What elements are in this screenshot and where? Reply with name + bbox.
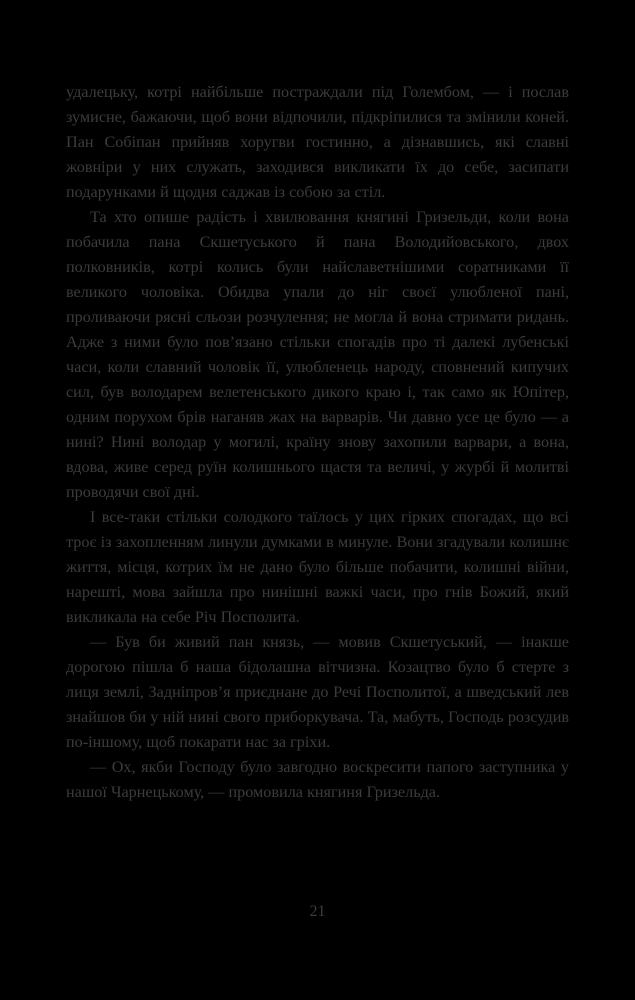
paragraph-5: — Ох, якби Господу було завгодно воскресити папого заступника у нашої Чарнецькому, — промовила княгиня Гризельда. (66, 758, 569, 801)
paragraph-3: І все-таки стільки солодкого таїлось у цих гірких спогадах, що всі троє із захопленням линули думками в минуле. Вони згадували колишнє життя, місця, котрих їм не дано було більше побачити, колишні війни, нарешті, мова зайшла про нинішні важкі часи, про гнів Божий, який викликала на себе Річ Посполита. (66, 508, 569, 626)
page-number: 21 (309, 903, 326, 920)
paragraph-4: — Був би живий пан князь, — мовив Скшетуський, — інакше дорогою пішла б наша бідолашна вітчизна. Козацтво було б стерте з лиця землі, Задніпров’я приєднане до Речі Посполитої, а шведський лев знайшов би у ній нині свого приборкувача. Та, мабуть, Господь розсудив по-іншому, щоб покарати нас за гріхи. (66, 633, 569, 751)
page-body (66, 80, 569, 805)
paragraph-1: удалецьку, котрі найбільше постраждали під Голембом, — і послав зумисне, бажаючи, щоб вони відпочили, підкріпилися та змінили коней. Пан Собіпан прийняв хоругви гостинно, а дізнавшись, які славні жовніри у них служать, заходився викликати їх до себе, засипати подарунками й щодня саджав із собою за стіл. (66, 83, 569, 201)
paragraph-2: Та хто опише радість і хвилювання княгині Гризельди, коли вона побачила пана Скшетуського й пана Володийовського, двох полковників, котрі колись були найславетнішими соратниками її великого чоловіка. Обидва упали до ніг своєї улюбленої пані, проливаючи рясні сльози розчулення; не могла й вона стримати ридань. Адже з ними було пов’язано стільки спогадів про ті далекі лубенські часи, коли славний чоловік її, улюбленець народу, сповнений кипучих сил, був володарем велетенського дикого краю і, так само як Юпітер, одним порухом брів наганяв жах на варварів. Чи давно усе це було — а нині? Нині володар у могилі, країну знову захопили варвари, а вона, вдова, живе серед руїн колишнього щастя та величі, у журбі й молитві проводячи свої дні. (66, 208, 569, 501)
